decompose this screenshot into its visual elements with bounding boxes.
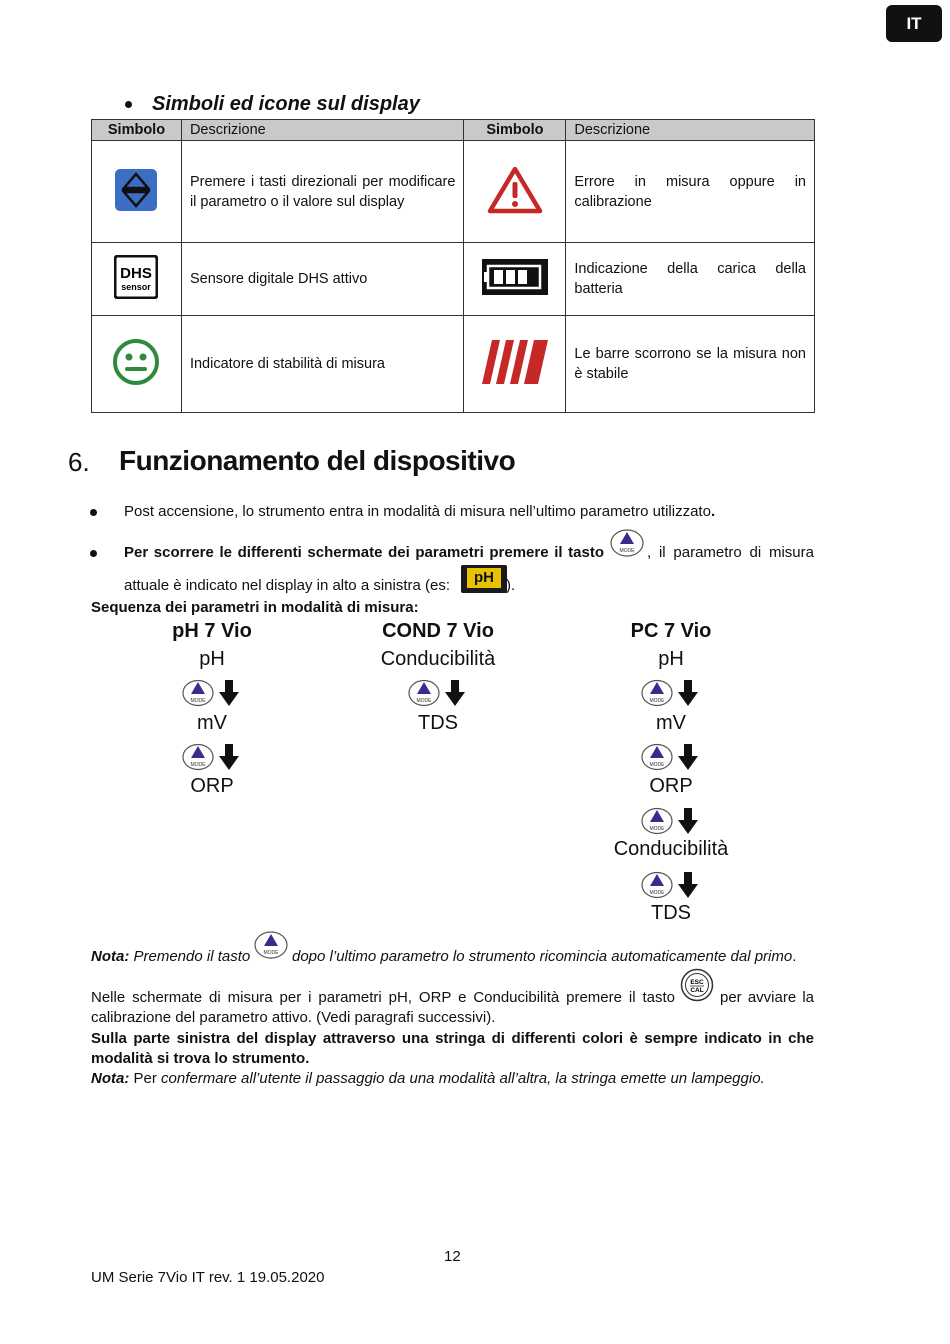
chapter-number: 6. bbox=[68, 447, 90, 477]
esc-cal-button-icon bbox=[680, 968, 714, 1007]
mode-button-icon bbox=[610, 528, 644, 563]
bullet-text: ). bbox=[506, 577, 516, 594]
svg-text:sensor: sensor bbox=[121, 282, 152, 292]
bullet bbox=[90, 550, 97, 557]
sequence-item: TDS bbox=[418, 712, 458, 734]
svg-text:MODE: MODE bbox=[649, 698, 665, 704]
note: Nota: Per confermare all’utente il passaggio da una modalità all’altra, la stringa emette un lampeggio. bbox=[91, 1070, 765, 1087]
page-number: 12 bbox=[444, 1248, 461, 1265]
mode-arrow-marker bbox=[641, 870, 701, 905]
stripes-icon bbox=[482, 340, 548, 384]
ph-chip bbox=[461, 565, 507, 593]
description-cell: Le barre scorrono se la misura non è stabile bbox=[566, 316, 815, 413]
svg-text:MODE: MODE bbox=[649, 826, 665, 832]
sequence-item: pH bbox=[658, 648, 684, 670]
dhs-sensor-icon bbox=[114, 255, 158, 299]
svg-text:MODE: MODE bbox=[190, 762, 206, 768]
mode-button-icon bbox=[254, 930, 288, 965]
mode-arrow-marker bbox=[641, 806, 701, 841]
paragraph: Nelle schermate di misura per i parametri pH, ORP e Conducibilità premere il tasto bbox=[91, 989, 675, 1006]
smiley-icon bbox=[112, 338, 160, 386]
bullet-text: attuale è indicato nel display in alto a sinistra (es: bbox=[124, 577, 451, 594]
mode-arrow-marker bbox=[182, 742, 242, 777]
warning-triangle-icon bbox=[487, 165, 543, 215]
sequence-item: Conducibilità bbox=[613, 838, 729, 860]
header-symbol: Simbolo bbox=[92, 120, 182, 141]
svg-text:DHS: DHS bbox=[120, 265, 153, 282]
bold-paragraph: Sulla parte sinistra del display attraverso una stringa di differenti colori è sempre indicato in che modalità si trova lo strumento. bbox=[91, 1030, 814, 1067]
description-cell: Premere i tasti direzionali per modificare il parametro o il valore sul display bbox=[181, 141, 464, 243]
sequence-heading: Sequenza dei parametri in modalità di misura: bbox=[91, 599, 419, 616]
battery-icon bbox=[482, 259, 548, 295]
symbol-cell bbox=[464, 243, 566, 316]
sequence-column-title: pH 7 Vio bbox=[172, 620, 252, 642]
svg-text:MODE: MODE bbox=[190, 698, 206, 704]
up-down-arrows-icon bbox=[114, 168, 158, 212]
sequence-column-title: PC 7 Vio bbox=[630, 620, 712, 642]
sequence-column-title: COND 7 Vio bbox=[382, 620, 494, 642]
header-description: Descrizione bbox=[566, 120, 815, 141]
symbol-cell bbox=[464, 316, 566, 413]
description-cell: Sensore digitale DHS attivo bbox=[181, 243, 464, 316]
description-cell: Indicatore di stabilità di misura bbox=[181, 316, 464, 413]
svg-text:ESC: ESC bbox=[690, 979, 704, 986]
ph-chip-label: pH bbox=[467, 568, 501, 588]
description-cell: Errore in misura oppure in calibrazione bbox=[566, 141, 815, 243]
mode-arrow-marker bbox=[182, 678, 242, 713]
svg-text:CAL: CAL bbox=[690, 987, 704, 994]
paragraph: per avviare la bbox=[720, 989, 814, 1006]
symbol-cell bbox=[464, 141, 566, 243]
note-text: dopo l’ultimo parametro lo strumento ricomincia automaticamente dal primo. bbox=[292, 948, 797, 965]
table-row bbox=[92, 316, 815, 413]
svg-text:MODE: MODE bbox=[649, 890, 665, 896]
section-title: Simboli ed icone sul display bbox=[152, 93, 420, 115]
svg-text:MODE: MODE bbox=[416, 698, 432, 704]
chapter-title: Funzionamento del dispositivo bbox=[119, 445, 516, 476]
symbol-cell bbox=[92, 141, 182, 243]
sequence-item: ORP bbox=[649, 775, 693, 797]
header-symbol: Simbolo bbox=[464, 120, 566, 141]
mode-arrow-marker bbox=[641, 742, 701, 777]
bullet bbox=[125, 101, 132, 108]
symbol-cell bbox=[92, 243, 182, 316]
sequence-item: pH bbox=[199, 648, 225, 670]
sequence-item: TDS bbox=[651, 902, 691, 924]
sequence-item: ORP bbox=[190, 775, 234, 797]
mode-arrow-marker bbox=[408, 678, 468, 713]
table-row bbox=[92, 141, 815, 243]
sequence-item: mV bbox=[656, 712, 686, 734]
document-id: UM Serie 7Vio IT rev. 1 19.05.2020 bbox=[91, 1269, 325, 1286]
bullet bbox=[90, 509, 97, 516]
svg-text:MODE: MODE bbox=[649, 762, 665, 768]
sequence-item: mV bbox=[197, 712, 227, 734]
header-description: Descrizione bbox=[181, 120, 464, 141]
description-cell: Indicazione della carica della batteria bbox=[566, 243, 815, 316]
sequence-item: Conducibilità bbox=[380, 648, 496, 670]
svg-text:MODE: MODE bbox=[619, 548, 635, 554]
note: Nota: Premendo il tasto bbox=[91, 948, 251, 965]
bullet-text: , il parametro di misura bbox=[647, 544, 814, 561]
symbols-table bbox=[91, 119, 815, 413]
table-row bbox=[92, 243, 815, 316]
table-header-row bbox=[92, 120, 815, 141]
bullet-text: Post accensione, lo strumento entra in modalità di misura nell’ultimo parametro utilizzato. bbox=[124, 503, 716, 520]
symbol-cell bbox=[92, 316, 182, 413]
language-badge: IT bbox=[886, 5, 942, 42]
paragraph: calibrazione del parametro attivo. (Vedi paragrafi successivi). bbox=[91, 1009, 496, 1026]
svg-text:MODE: MODE bbox=[263, 950, 279, 956]
mode-arrow-marker bbox=[641, 678, 701, 713]
bullet-text: Per scorrere le differenti schermate dei parametri premere il tasto bbox=[124, 544, 604, 561]
